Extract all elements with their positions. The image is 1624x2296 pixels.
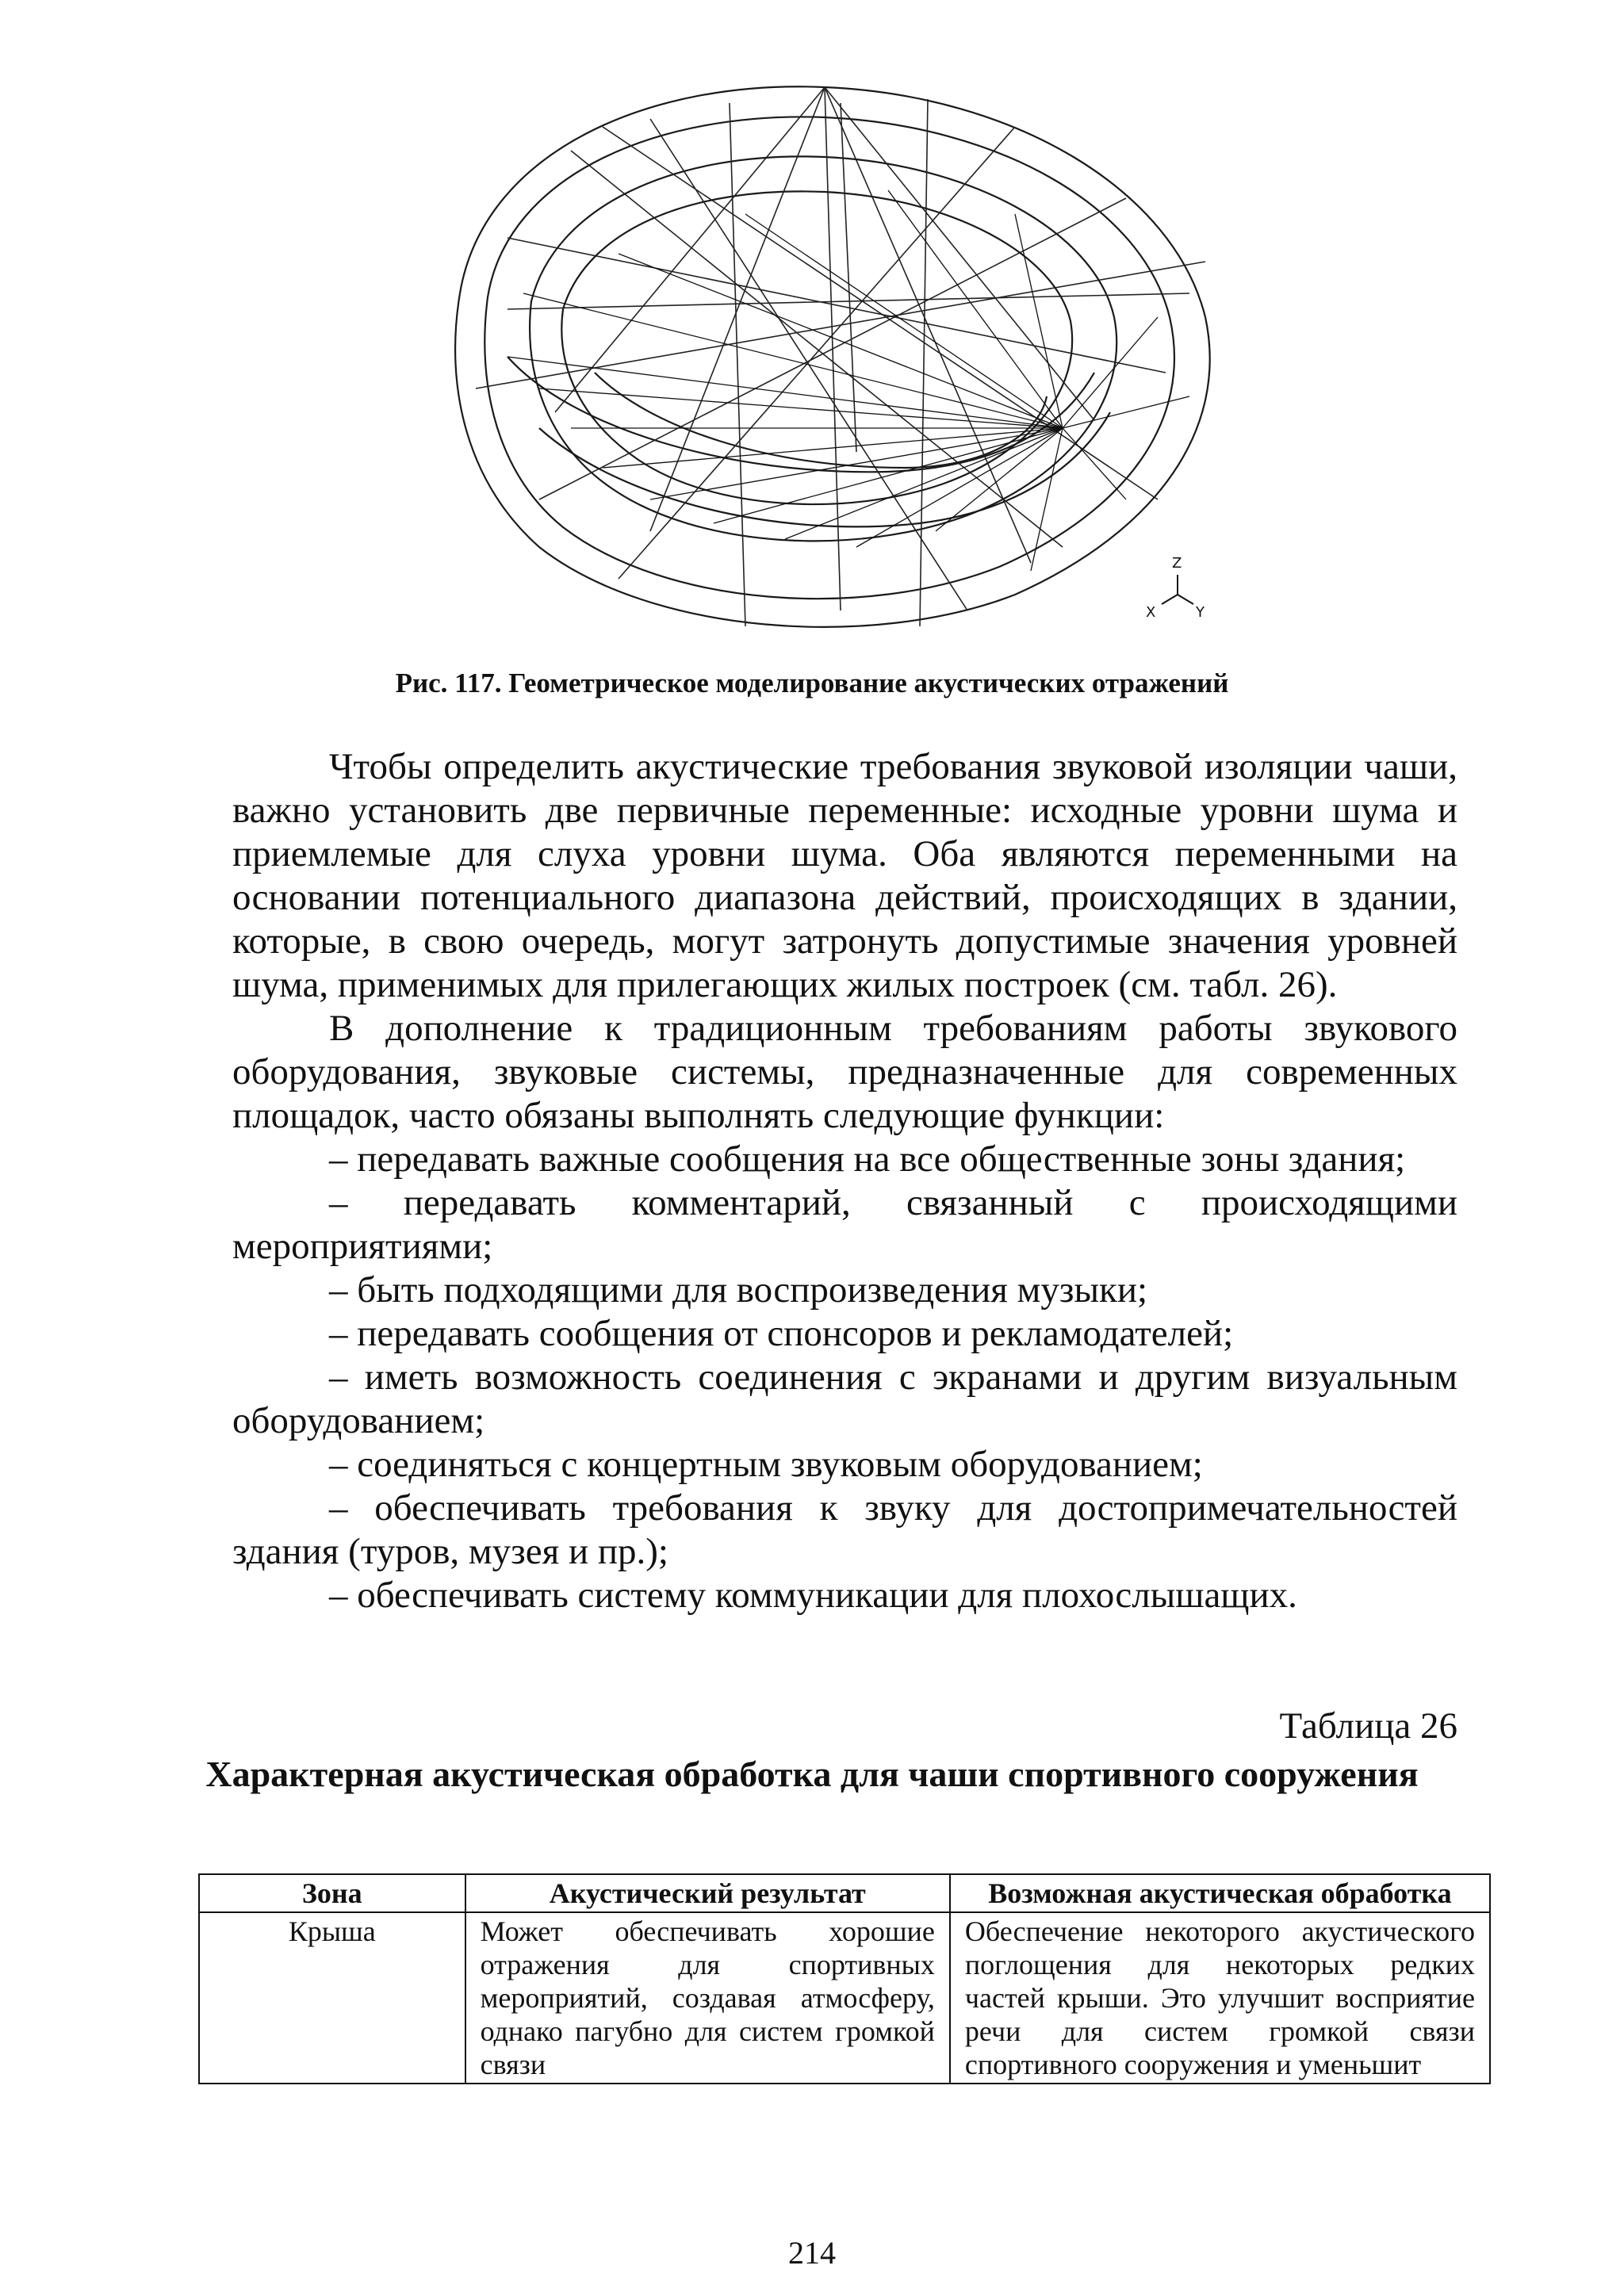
header-result: Акустический результат (465, 1874, 950, 1912)
cell-treatment: Обеспечение некоторого акустического поглощения для некоторых редких частей крыши. Это улучшит восприятие речи для систем громкой связи спортивного сооружения и уменьшит (950, 1912, 1490, 2084)
list-item: – соединяться с концертным звуковым оборудованием; (329, 1444, 1203, 1485)
page-number: 214 (788, 2235, 836, 2271)
list-item: – передавать важные сообщения на все общественные зоны здания; (329, 1138, 1406, 1180)
table-title: Характерная акустическая обработка для чаши спортивного сооружения (205, 1754, 1419, 1794)
axis-z-label: Z (1172, 555, 1182, 572)
header-treatment: Возможная акустическая обработка (950, 1874, 1490, 1912)
paragraph: В дополнение к традиционным требованиям работы звукового оборудования, звуковые системы, предназначенные для современных площадок, часто обязаны выполнять следующие функции: (232, 1008, 1457, 1136)
figure-caption: Рис. 117. Геометрическое моделирование акустических отражений (395, 668, 1229, 698)
list-item: – передавать комментарий, связанный с происходящими мероприятиями; (232, 1182, 1457, 1267)
cell-result: Может обеспечивать хорошие отражения для спортивных мероприятий, создавая атмосферу, однако пагубно для систем громкой связи (465, 1912, 950, 2084)
list-item: – обеспечивать требования к звуку для достопримечательностей здания (туров, музея и пр.); (232, 1487, 1457, 1572)
axis-y-label: Y (1196, 604, 1205, 621)
cell-zone: Крыша (199, 1912, 465, 2084)
list-item: – иметь возможность соединения с экранами и другим визуальным оборудованием; (232, 1357, 1457, 1441)
list-item: – передавать сообщения от спонсоров и рекламодателей; (329, 1313, 1234, 1354)
table-row (199, 1912, 1490, 2084)
acoustic-table (198, 1873, 1491, 2084)
stadium-wireframe-drawing (412, 55, 1269, 658)
list-item: – быть подходящими для воспроизведения музыки; (329, 1269, 1148, 1311)
table-number: Таблица 26 (1279, 1705, 1457, 1747)
body-text (232, 745, 1457, 1617)
header-zone: Зона (199, 1874, 465, 1912)
axis-x-label: X (1146, 604, 1156, 621)
figure-wireframe (412, 55, 1269, 658)
paragraph: Чтобы определить акустические требования звуковой изоляции чаши, важно установить две первичные переменные: исходные уровни шума и приемлемые для слуха уровни шума. Оба являются переменными на основании потенциального диапазона действий, происходящих в здании, которые, в свою очередь, могут затронуть допустимые значения уровней шума, применимых для прилегающих жилых построек (см. табл. 26). (232, 746, 1457, 1005)
table-header-row (199, 1874, 1490, 1912)
list-item: – обеспечивать систему коммуникации для плохослышащих. (329, 1575, 1297, 1616)
axis-triad (1162, 575, 1193, 604)
